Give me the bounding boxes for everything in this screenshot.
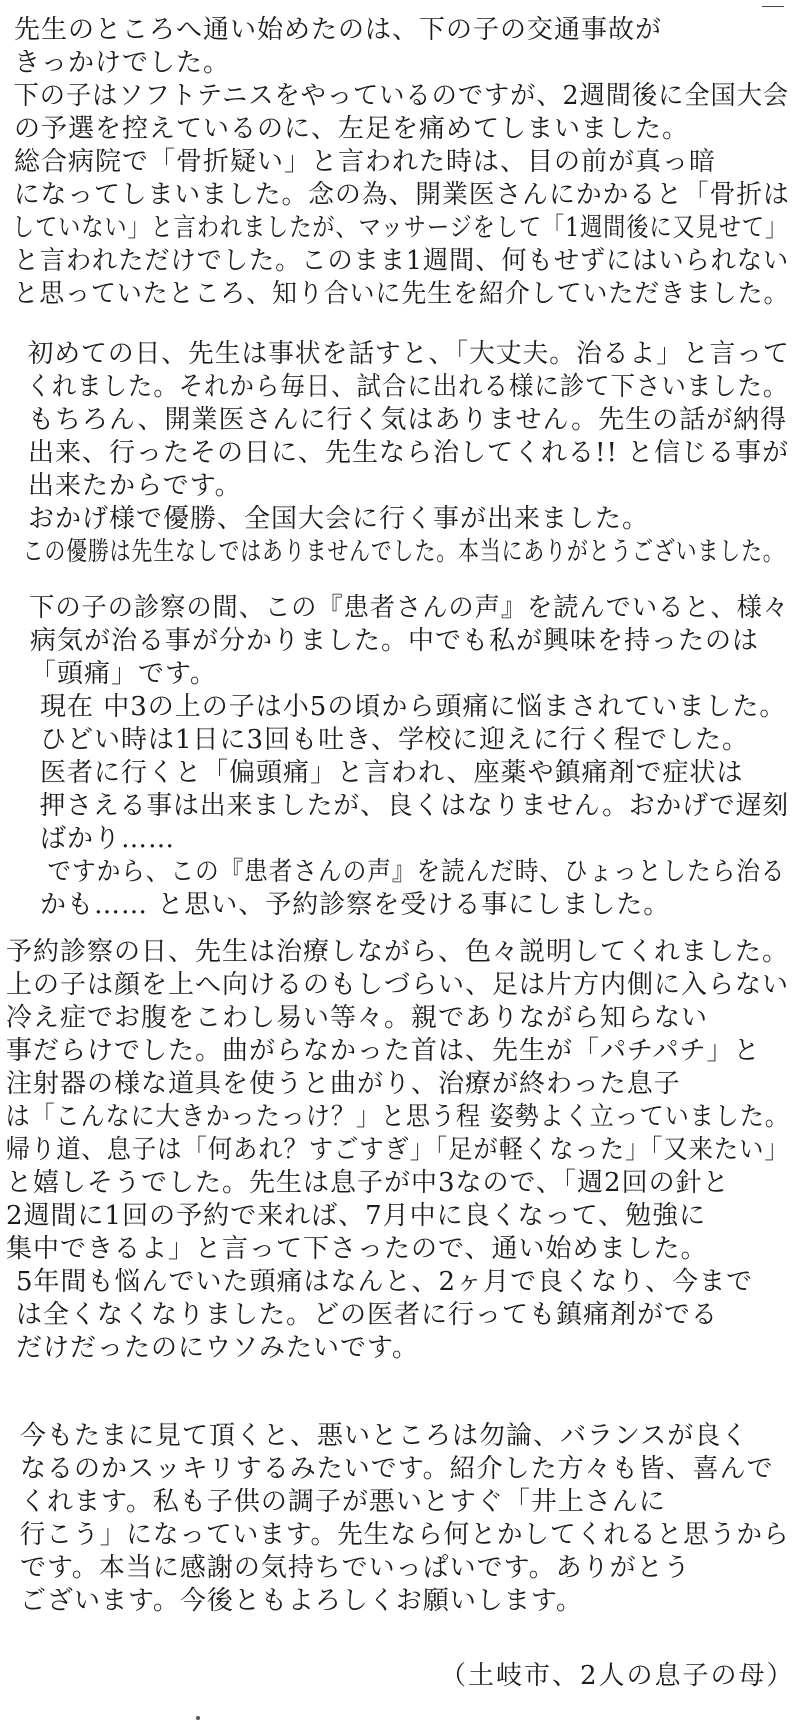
text-line: の予選を控えているのに、左足を痛めてしまいました。 xyxy=(14,114,690,144)
text-line: は全くなくなりました。どの医者に行っても鎮痛剤がでる xyxy=(16,1300,719,1330)
text-line: と言われただけでした。このまま1週間、何もせずにはいられない xyxy=(13,246,790,276)
paragraph-2 xyxy=(0,338,800,569)
text-line: くれます。私も子供の調子が悪いとすぐ「井上さんに xyxy=(20,1487,666,1517)
text-line: 2週間に1回の予約で来れば、7月中に良くなって、勉強に xyxy=(6,1201,707,1231)
text-line: 医者に行くと「偏頭痛」と言われ、座薬や鎮痛剤で症状は xyxy=(40,758,744,788)
scan-speck xyxy=(196,1716,200,1720)
text-line: 初めての日、先生は事状を話すと、「大丈夫。治るよ」と言って xyxy=(27,339,790,369)
text-line: 上の子は顔を上へ向けるのもしづらい、足は片方内側に入らない xyxy=(6,970,790,1000)
text-line: 帰り道、息子は「何あれ？すごすぎ」「足が軽くなった」「又来たい」 xyxy=(5,1135,790,1165)
text-line: 先生のところへ通い始めたのは、下の子の交通事故が xyxy=(14,15,663,45)
text-line: 予約診察の日、先生は治療しながら、色々説明してくれました。 xyxy=(6,937,790,967)
text-line: もちろん、開業医さんに行く気はありません。先生の話が納得 xyxy=(28,405,788,435)
text-line: だけだったのにウソみたいです。 xyxy=(16,1333,419,1363)
paragraph-1 xyxy=(0,14,800,311)
text-line: 事だらけでした。曲がらなかった首は、先生が「パチパチ」と xyxy=(6,1036,761,1066)
text-line: 今もたまに見て頂くと、悪いところは勿論、バランスが良く xyxy=(20,1421,749,1451)
signature: （土岐市、2人の息子の母） xyxy=(440,1661,795,1691)
text-line: 病気が治る事が分かりました。中でも私が興味を持ったのは xyxy=(30,626,760,656)
text-line: ひどい時は1日に3回も吐き、学校に迎えに行く程でした。 xyxy=(40,725,750,755)
text-line: 出来、行ったその日に、先生なら治してくれる!! と信じる事が xyxy=(28,438,790,468)
text-line: は「こんなに大きかったっけ？」と思う程 姿勢よく立っていました。 xyxy=(5,1102,790,1132)
text-line: 現在 中3の上の子は小5の頃から頭痛に悩まされていました。 xyxy=(40,692,787,722)
scan-corner-mark xyxy=(762,6,784,7)
text-line: なるのかスッキリするみたいです。紹介した方々も皆、喜んで xyxy=(20,1454,774,1484)
text-line: 押さえる事は出来ましたが、良くはなりません。おかげで遅刻 xyxy=(39,791,790,821)
text-line: ですから、この『患者さんの声』を読んだ時、ひょっとしたら治る xyxy=(47,857,786,887)
text-line: 下の子はソフトテニスをやっているのですが、2週間後に全国大会 xyxy=(13,81,790,111)
text-line: 下の子の診察の間、この『患者さんの声』を読んでいると、様々 xyxy=(29,593,790,623)
text-line: この優勝は先生なしではありませんでした。本当にありがとうございました。 xyxy=(22,537,785,567)
text-line: ばかり…… xyxy=(40,824,176,854)
text-line: 注射器の様な道具を使うと曲がり、治療が終わった息子 xyxy=(6,1069,681,1099)
text-line: 5年間も悩んでいた頭痛はなんと、2ヶ月で良くなり、今まで xyxy=(16,1267,754,1297)
text-line: くれました。それから毎日、試合に出れる様に診て下さいました。 xyxy=(26,372,789,402)
text-line: 出来たからです。 xyxy=(28,471,242,501)
text-line: 「頭痛」です。 xyxy=(30,659,217,689)
text-line: 冷え症でお腹をこわし易い等々。親でありながら知らない xyxy=(6,1003,709,1033)
text-line: ございます。今後ともよろしくお願いします。 xyxy=(20,1586,583,1616)
text-line: 総合病院で「骨折疑い」と言われた時は、目の前が真っ暗 xyxy=(14,147,717,177)
text-line: と嬉しそうでした。先生は息子が中3なので、「週2回の針と xyxy=(6,1168,730,1198)
text-line: 集中できるよ」と言って下さったので、通い始めました。 xyxy=(6,1234,708,1264)
paragraph-4 xyxy=(0,936,800,1365)
text-line: かも…… と思い、予約診察を受ける事にしました。 xyxy=(40,890,671,920)
text-line: になってしまいました。念の為、開業医さんにかかると「骨折は xyxy=(13,180,790,210)
text-line: です。本当に感謝の気持ちでいっぱいです。ありがとう xyxy=(20,1553,691,1583)
paragraph-3 xyxy=(0,592,800,922)
text-line: と思っていたところ、知り合いに先生を紹介していただきました。 xyxy=(13,279,790,309)
text-line: していない」と言われましたが、マッサージをして「1週間後に又見せて」 xyxy=(11,213,788,243)
paragraph-5 xyxy=(0,1420,800,1618)
text-line: おかげ様で優勝、全国大会に行く事が出来ました。 xyxy=(28,504,650,534)
text-line: 行こう」になっています。先生なら何とかしてくれると思うから xyxy=(19,1520,790,1550)
text-line: きっかけでした。 xyxy=(14,48,231,78)
